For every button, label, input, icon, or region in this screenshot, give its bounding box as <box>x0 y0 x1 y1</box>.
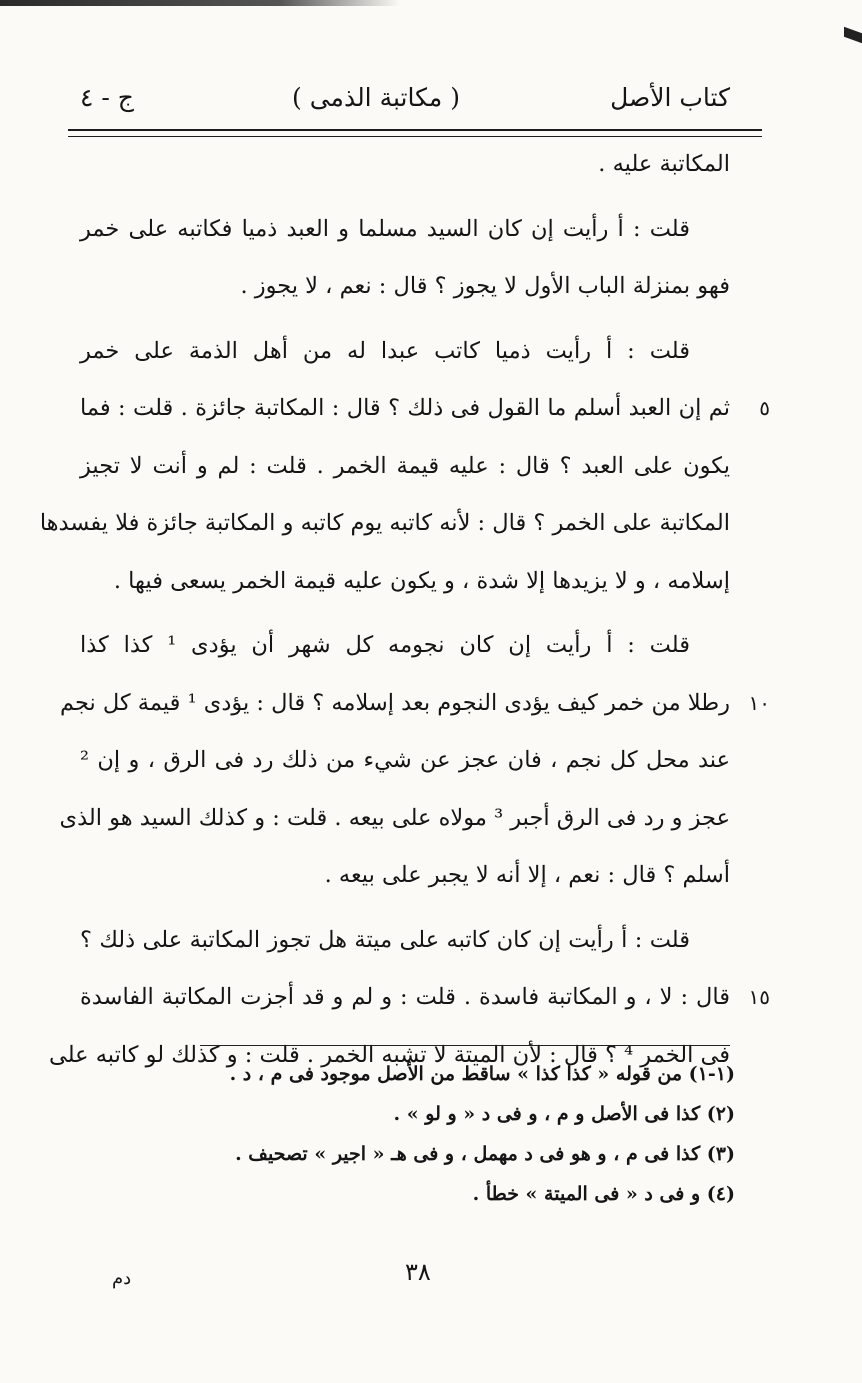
text-line-content: قلت : أ رأيت إن كان نجومه كل شهر أن يؤدى ¹ كذا كذا <box>80 632 690 658</box>
page-footer <box>0 1258 862 1298</box>
volume-label: ج - ٤ <box>80 83 134 112</box>
text-line <box>80 975 770 1033</box>
text-line <box>80 264 730 322</box>
text-line-content: فهو بمنزلة الباب الأول لا يجوز ؟ قال : نعم ، لا يجوز . <box>240 273 730 299</box>
scan-corner-mark <box>844 27 862 44</box>
text-line <box>80 386 770 444</box>
press-mark: دم <box>112 1268 132 1289</box>
text-line <box>80 918 730 976</box>
running-header <box>80 78 730 126</box>
text-line <box>39 501 730 559</box>
text-line-content: أسلم ؟ قال : نعم ، إلا أنه لا يجبر على بيعه . <box>324 862 730 888</box>
text-line <box>59 796 730 854</box>
text-line-content: قال : لا ، و المكاتبة فاسدة . قلت : و لم و قد أجزت المكاتبة الفاسدة <box>80 984 730 1010</box>
text-line-content: إسلامه ، و لا يزيدها إلا شدة ، و يكون عليه قيمة الخمر يسعى فيها . <box>113 567 730 594</box>
text-line <box>80 738 730 796</box>
text-line-content: المكاتبة عليه . <box>598 151 730 177</box>
footnote: (٣) كذا فى م ، و هو فى د مهمل ، و فى هـ « اجير » تصحيف . <box>235 1143 735 1165</box>
text-line-content: عند محل كل نجم ، فان عجز عن شيء من ذلك رد فى الرق ، و إن ² <box>80 747 730 773</box>
text-line-content: عجز و رد فى الرق أجبر ³ مولاه على بيعه . قلت : و كذلك السيد هو الذى <box>59 804 730 831</box>
text-line-content: المكاتبة على الخمر ؟ قال : لأنه كاتبه يوم كاتبه و المكاتبة جائزة فلا يفسدها <box>39 510 730 536</box>
text-line-content: فى الخمر ⁴ ؟ قال : لأن الميتة لا تشبه الخمر . قلت : و كذلك لو كاتبه على <box>48 1041 730 1068</box>
text-line <box>80 623 730 681</box>
text-line-content: قلت : أ رأيت إن كان كاتبه على ميتة هل تجوز المكاتبة على ذلك ؟ <box>80 926 690 953</box>
text-line-content: قلت : أ رأيت إن كان السيد مسلما و العبد ذميا فكاتبه على خمر <box>80 215 690 242</box>
text-line <box>80 329 730 387</box>
text-line <box>80 559 730 617</box>
text-line <box>80 853 730 911</box>
text-line <box>80 444 730 502</box>
footnotes <box>200 1054 735 1214</box>
header-rule-thin <box>68 136 762 137</box>
main-text <box>39 142 770 1090</box>
footnote-rule <box>200 1045 730 1046</box>
text-line-content: رطلا من خمر كيف يؤدى النجوم بعد إسلامه ؟ قال : يؤدى ¹ قيمة كل نجم <box>59 689 730 716</box>
page-number: ٣٨ <box>405 1258 431 1286</box>
header-rule-thick <box>68 129 762 131</box>
text-line-content: يكون على العبد ؟ قال : عليه قيمة الخمر . قلت : لم و أنت لا تجيز <box>80 452 730 479</box>
footnote: (١-١) من قوله « كذا كذا » ساقط من الأصل موجود فى م ، د . <box>229 1063 735 1085</box>
footnote: (٤) و فى د « فى الميتة » خطأ . <box>472 1183 735 1205</box>
line-number: ١٠ <box>748 690 770 715</box>
text-line-content: قلت : أ رأيت ذميا كاتب عبدا له من أهل الذمة على خمر <box>80 337 690 364</box>
scan-edge-shadow <box>0 0 400 6</box>
book-title: كتاب الأصل <box>610 83 730 112</box>
line-number: ٥ <box>759 396 770 420</box>
text-line-content: ثم إن العبد أسلم ما القول فى ذلك ؟ قال : المكاتبة جائزة . قلت : فما <box>80 395 730 421</box>
footnote: (٢) كذا فى الأصل و م ، و فى د « و لو » . <box>393 1103 735 1125</box>
text-line <box>80 142 730 200</box>
text-line <box>59 681 770 739</box>
section-title: ( مكاتبة الذمى ) <box>292 83 460 112</box>
text-line <box>80 207 730 265</box>
line-number: ١٥ <box>748 985 770 1009</box>
